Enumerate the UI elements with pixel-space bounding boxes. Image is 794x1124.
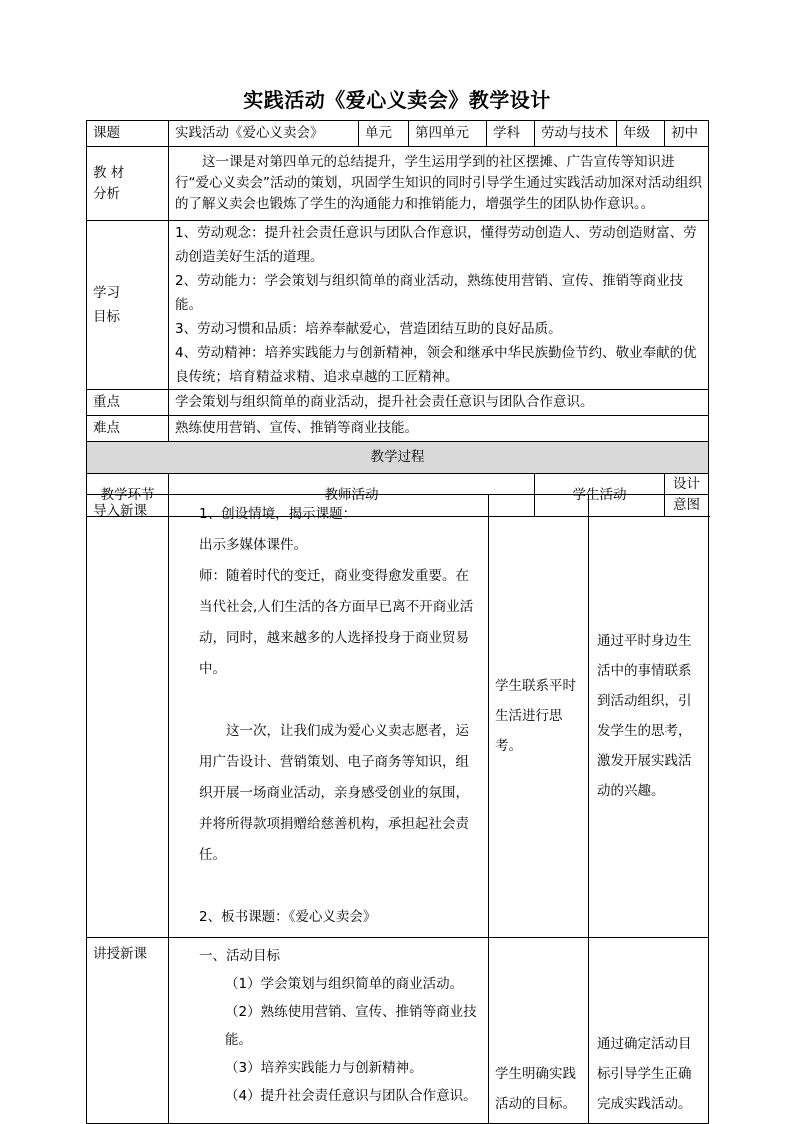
intro-teacher-speech: 师：随着时代的变迁，商业变得愈发重要。在当代社会,人们生活的各方面早已离不开商业活动，同时，越来越多的人选择投身于商业贸易中。 xyxy=(199,568,474,677)
unit-value: 第四单元 xyxy=(409,121,487,147)
intro-step1: 1、创设情境，揭示课题： xyxy=(199,506,357,522)
subject-label: 学科 xyxy=(487,121,535,147)
intro-student-activity: 学生联系平时生活进行思考。 xyxy=(489,495,589,938)
unit-label: 单元 xyxy=(359,121,409,147)
objectives-label-line2: 目标 xyxy=(93,309,120,325)
process-table xyxy=(86,494,709,1124)
col-teacher-header: 教师活动 xyxy=(169,474,535,517)
analysis-label-line2: 分析 xyxy=(93,185,120,202)
lecture-teacher-cell xyxy=(169,938,489,1124)
objective-item: 2、劳动能力：学会策划与组织简单的商业活动，熟练使用营销、宣传、推销等商业技能。 xyxy=(175,273,684,313)
key-point-label: 重点 xyxy=(87,390,169,416)
analysis-row xyxy=(87,147,709,221)
intro-step1-detail: 出示多媒体课件。 xyxy=(199,537,307,553)
blank-line xyxy=(199,685,480,716)
blank-line xyxy=(199,871,480,902)
process-header-row xyxy=(87,442,709,474)
intro-step2: 2、板书课题：《爱心义卖会》 xyxy=(199,909,377,925)
col-student-header: 学生活动 xyxy=(535,474,665,517)
analysis-label-line1: 教 材 xyxy=(93,164,125,181)
intro-teacher-cell xyxy=(169,495,489,938)
objective-item: 4、劳动精神：培养实践能力与创新精神，领会和继承中华民族勤俭节约、敬业奉献的优良传统；培育精益求精、追求卓越的工匠精神。 xyxy=(175,345,697,385)
lecture-goal-1: （1）学会策划与组织简单的商业活动。 xyxy=(225,976,464,992)
objectives-row xyxy=(87,221,709,390)
lecture-goal-3: （3）培养实践能力与创新精神。 xyxy=(225,1060,423,1076)
analysis-text: 这一课是对第四单元的总结提升，学生运用学到的社区摆摊、广告宣传等知识进行“爱心义卖会”活动的策划，巩固学生知识的同时引导学生通过实践活动加深对活动组织的了解义卖会也锻炼了学生的沟通能力和推销能力，增强学生的团队协作意识。。 xyxy=(175,154,702,212)
lecture-goal-2: （2）熟练使用营销、宣传、推销等商业技能。 xyxy=(225,1004,477,1048)
grade-value: 初中 xyxy=(665,121,709,147)
info-row xyxy=(87,121,709,147)
objectives-label xyxy=(87,221,169,390)
grade-label: 年级 xyxy=(617,121,665,147)
topic-label: 课题 xyxy=(87,121,169,147)
difficulty-text: 熟练使用营销、宣传、推销等商业技能。 xyxy=(169,416,709,442)
analysis-label xyxy=(87,147,169,221)
lecture-row xyxy=(87,938,709,1124)
difficulty-label: 难点 xyxy=(87,416,169,442)
objective-item: 1、劳动观念：提升社会责任意识与团队合作意识，懂得劳动创造人、劳动创造财富、劳动创造美好生活的道理。 xyxy=(175,225,697,265)
key-point-row xyxy=(87,390,709,416)
document-title: 实践活动《爱心义卖会》教学设计 xyxy=(243,88,551,112)
intro-stage: 导入新课 xyxy=(87,495,169,938)
lecture-stage: 讲授新课 xyxy=(87,938,169,1124)
process-header: 教学过程 xyxy=(87,442,709,474)
intro-row xyxy=(87,495,709,938)
objective-item: 3、劳动习惯和品质：培养奉献爱心，营造团结互助的良好品质。 xyxy=(175,321,562,337)
col-design-header: 设计意图 xyxy=(665,474,709,517)
topic-value: 实践活动《爱心义卖会》 xyxy=(169,121,359,147)
lecture-student-activity: 学生明确实践活动的目标。 xyxy=(489,938,589,1124)
objectives-label-line1: 学习 xyxy=(93,285,120,301)
col-stage-header: 教学环节 xyxy=(87,474,169,517)
intro-design-intent: 通过平时身边生活中的事情联系到活动组织，引发学生的思考，激发开展实践活动的兴趣。 xyxy=(589,495,709,938)
lecture-goal-4: （4）提升社会责任意识与团队合作意识。 xyxy=(225,1088,477,1104)
analysis-text-cell xyxy=(169,147,709,221)
subject-value: 劳动与技术 xyxy=(535,121,617,147)
difficulty-row xyxy=(87,416,709,442)
lecture-objectives-heading: 一、活动目标 xyxy=(199,948,280,964)
lesson-plan-table xyxy=(86,120,709,517)
intro-volunteer-text: 这一次，让我们成为爱心义卖志愿者，运用广告设计、营销策划、电子商务等知识，组织开展一场商业活动，亲身感受创业的氛围，并将所得款项捐赠给慈善机构，承担起社会责任。 xyxy=(199,723,469,863)
key-point-text: 学会策划与组织简单的商业活动，提升社会责任意识与团队合作意识。 xyxy=(169,390,709,416)
lecture-design-intent: 通过确定活动目标引导学生正确完成实践活动。 xyxy=(589,938,709,1124)
objectives-text-cell xyxy=(169,221,709,390)
